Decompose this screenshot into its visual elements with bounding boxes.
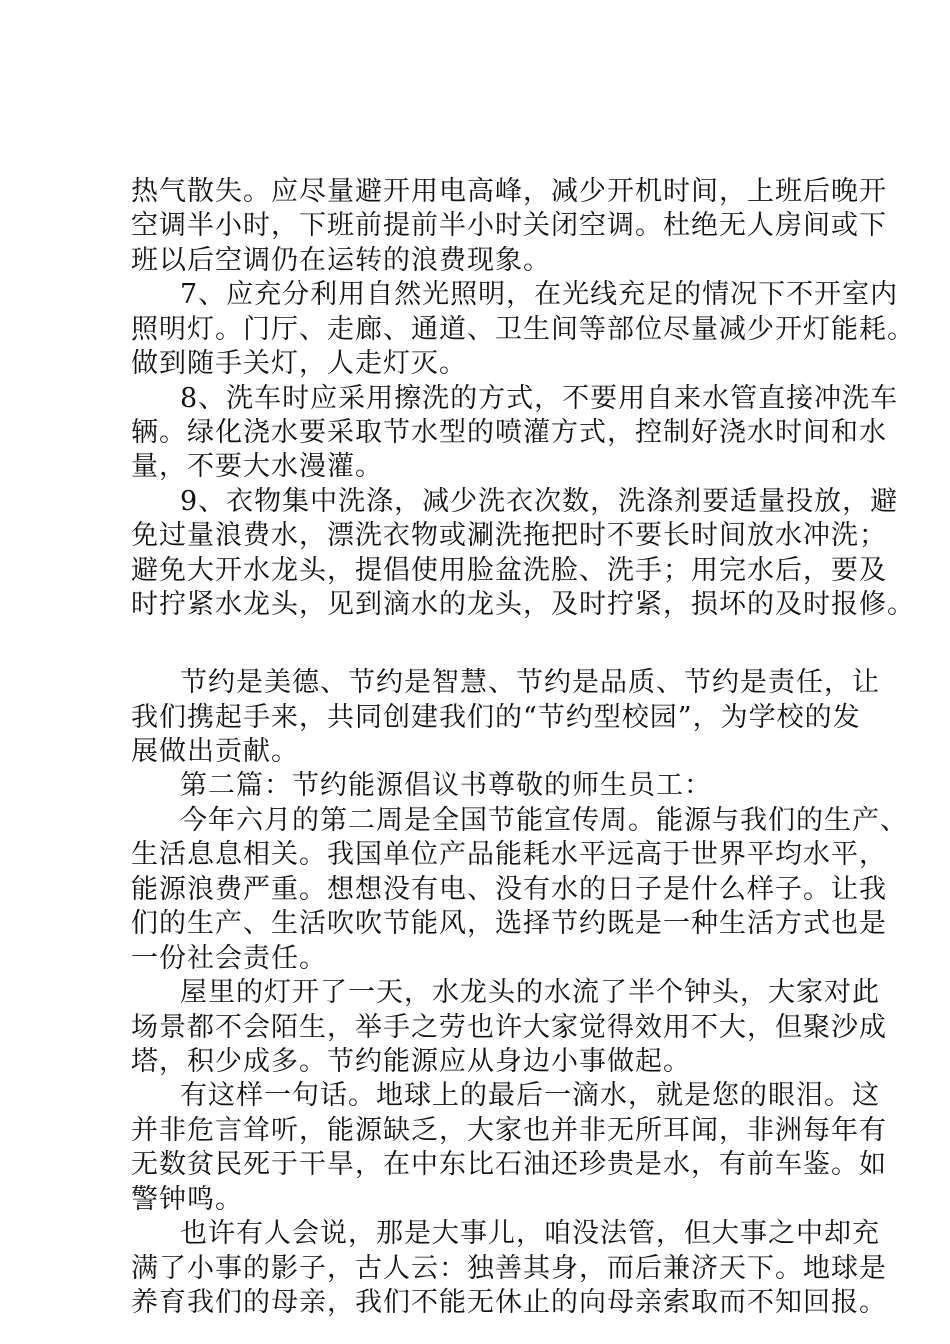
text-line: 班以后空调仍在运转的浪费现象。 <box>131 244 551 276</box>
text-line: 有这样一句话。地球上的最后一滴水，就是您的眼泪。这 <box>180 1080 880 1112</box>
text-line: 展做出贡献。 <box>131 736 299 768</box>
text-line: 8、洗车时应采用擦洗的方式，不要用自来水管直接冲洗车 <box>180 382 899 414</box>
text-line: 节约是美德、节约是智慧、节约是品质、节约是责任，让 <box>180 667 880 699</box>
text-line: 并非危言耸听，能源缺乏，大家也并非无所耳闻，非洲每年有 <box>131 1114 887 1146</box>
text-line: 9、衣物集中洗涤，减少洗衣次数，洗涤剂要适量投放，避 <box>180 485 899 517</box>
text-line: 屋里的灯开了一天，水龙头的水流了半个钟头，大家对此 <box>180 977 880 1009</box>
text-line: 塔，积少成多。节约能源应从身边小事做起。 <box>131 1045 691 1077</box>
text-line: 避免大开水龙头，提倡使用脸盆洗脸、洗手；用完水后，要及 <box>131 554 887 586</box>
text-line: 我们携起手来，共同创建我们的“节约型校园”，为学校的发 <box>131 701 861 733</box>
text-line: 能源浪费严重。想想没有电、没有水的日子是什么样子。让我 <box>131 873 887 905</box>
text-line: 今年六月的第二周是全国节能宣传周。能源与我们的生产、 <box>180 804 908 836</box>
text-line: 7、应充分利用自然光照明，在光线充足的情况下不开室内 <box>180 279 899 311</box>
text-line: 无数贫民死于干旱，在中东比石油还珍贵是水，有前车鉴。如 <box>131 1149 887 1181</box>
text-line: 生活息息相关。我国单位产品能耗水平远高于世界平均水平， <box>131 839 887 871</box>
text-line: 也许有人会说，那是大事儿，咱没法管，但大事之中却充 <box>180 1218 880 1250</box>
text-line: 一份社会责任。 <box>131 942 327 974</box>
text-line: 热气散失。应尽量避开用电高峰，减少开机时间，上班后晚开 <box>131 176 887 207</box>
text-line: 照明灯。门厅、走廊、通道、卫生间等部位尽量减少开灯能耗。 <box>131 313 915 345</box>
text-line: 们的生产、生活吹吹节能风，选择节约既是一种生活方式也是 <box>131 908 887 940</box>
text-line: 辆。绿化浇水要采取节水型的喷灌方式，控制好浇水时间和水 <box>131 417 887 449</box>
text-line: 空调半小时，下班前提前半小时关闭空调。杜绝无人房间或下 <box>131 210 887 242</box>
text-line: 做到随手关灯，人走灯灭。 <box>131 348 467 380</box>
text-line: 满了小事的影子，古人云：独善其身，而后兼济天下。地球是 <box>131 1252 887 1284</box>
text-line: 场景都不会陌生，举手之劳也许大家觉得效用不大，但聚沙成 <box>131 1011 887 1043</box>
text-line: 时拧紧水龙头，见到滴水的龙头，及时拧紧，损坏的及时报修。 <box>131 589 915 621</box>
text-line: 量，不要大水漫灌。 <box>131 451 383 483</box>
section-heading: 第二篇：节约能源倡议书尊敬的师生员工： <box>180 770 712 802</box>
text-line: 免过量浪费水，漂洗衣物或涮洗拖把时不要长时间放水冲洗； <box>131 520 887 552</box>
text-line: 警钟鸣。 <box>131 1183 243 1215</box>
text-line: 养育我们的母亲，我们不能无休止的向母亲索取而不知回报。 <box>131 1287 887 1318</box>
